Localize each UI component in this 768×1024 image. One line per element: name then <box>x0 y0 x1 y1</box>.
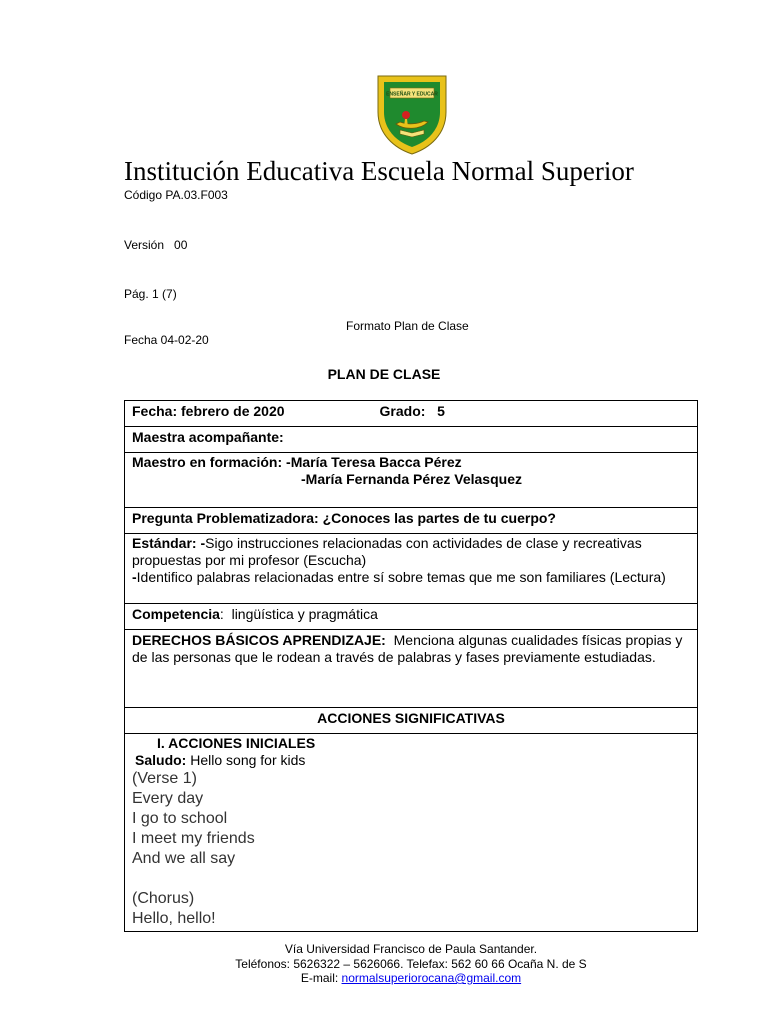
guiding-question: Pregunta Problematizadora: ¿Conoces las partes de tu cuerpo? <box>132 510 556 526</box>
table-row-competence <box>125 604 698 630</box>
supervisor-label: Maestra acompañante: <box>132 429 284 445</box>
table-row-date <box>125 401 698 427</box>
trainee-name-2: -María Fernanda Pérez Velasquez <box>301 471 522 487</box>
greeting-text: Hello song for kids <box>186 752 306 768</box>
date-cell: Fecha: febrero de 2020 <box>132 403 285 419</box>
competence-text: : lingüística y pragmática <box>219 606 378 622</box>
standard-label: Estándar: - <box>132 535 206 551</box>
lyric-line: Hello, hello! <box>132 910 216 927</box>
footer-address: Vía Universidad Francisco de Paula Santander. <box>284 942 538 956</box>
table-row-standard <box>125 534 698 604</box>
actions-heading: ACCIONES SIGNIFICATIVAS <box>317 710 505 726</box>
lyric-line: (Verse 1) <box>132 770 197 787</box>
class-plan-table <box>124 400 698 932</box>
footer-email-link[interactable]: normalsuperiorocana@gmail.com <box>341 971 522 985</box>
standard-dash: - <box>132 569 137 585</box>
competence-label: Competencia <box>132 606 220 622</box>
table-row-supervisor <box>125 427 698 453</box>
format-label: Formato Plan de Clase <box>346 319 469 333</box>
table-row-actions-heading <box>125 708 698 734</box>
footer-phones: Teléfonos: 5626322 – 5626066. Telefax: 562 60 66 Ocaña N. de S <box>235 956 587 971</box>
greeting-label: Saludo: <box>135 752 187 768</box>
dba-text: Menciona algunas cualidades físicas propias y de las personas que le rodean a través de palabras y fases previamente estudiadas. <box>132 632 687 665</box>
table-row-dba <box>125 630 698 708</box>
document-date: Fecha 04-02-20 <box>124 333 209 347</box>
lyric-line: (Chorus) <box>132 890 195 907</box>
table-row-trainee <box>125 453 698 508</box>
school-crest-logo <box>374 72 450 156</box>
grade-cell: Grado: 5 <box>379 403 445 419</box>
dba-label: DERECHOS BÁSICOS APRENDIZAJE: <box>132 632 386 648</box>
initial-actions-heading: I. ACCIONES INICIALES <box>157 735 316 751</box>
lyric-line <box>132 869 690 889</box>
table-row-question <box>125 508 698 534</box>
trainee-label: Maestro en formación: <box>132 454 287 470</box>
page-footer <box>0 942 768 986</box>
crest-flame-icon <box>402 111 410 119</box>
lyric-line: I go to school <box>132 810 228 827</box>
table-row-initial-actions <box>125 734 698 932</box>
lyric-line: Every day <box>132 790 204 807</box>
standard-text-1: Sigo instrucciones relacionadas con actividades de clase y recreativas propuestas por mi profesor (Escucha) <box>132 535 642 568</box>
crest-banner-text: ENSEÑAR Y EDUCAR <box>386 91 438 98</box>
standard-text-2: Identifico palabras relacionadas entre sí sobre temas que me son familiares (Lectura) <box>136 569 666 585</box>
plan-title: PLAN DE CLASE <box>327 366 441 382</box>
trainee-name-1: -María Teresa Bacca Pérez <box>286 454 462 470</box>
lyric-line: And we all say <box>132 850 236 867</box>
lyric-line: I meet my friends <box>132 830 255 847</box>
document-code: Código PA.03.F003 <box>124 188 228 202</box>
document-version: Versión 00 <box>124 238 188 252</box>
song-lyrics <box>132 769 690 929</box>
page-number: Pág. 1 (7) <box>124 287 177 301</box>
institution-title: Institución Educativa Escuela Normal Superior <box>124 156 634 186</box>
footer-email-label: E-mail: <box>300 971 342 985</box>
